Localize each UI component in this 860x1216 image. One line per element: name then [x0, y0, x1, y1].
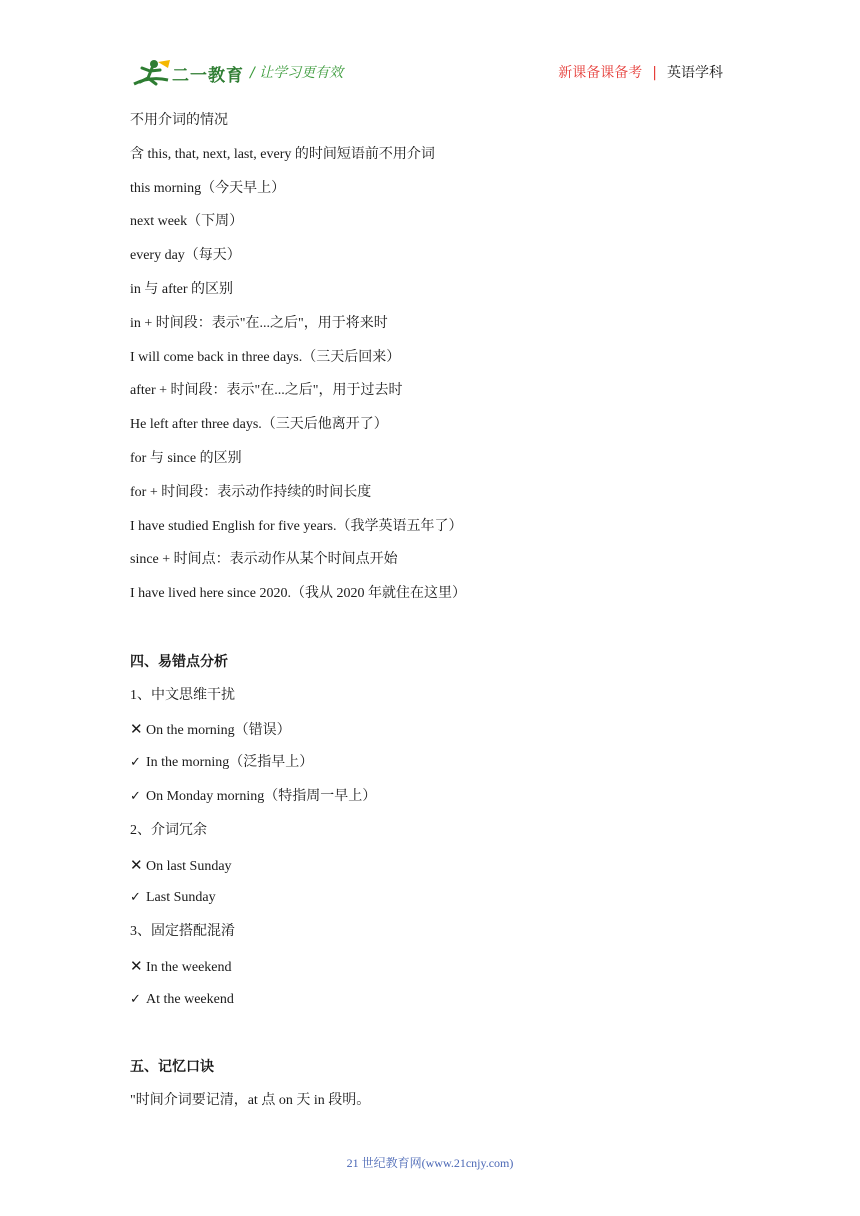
header-slogan: / 让学习更有效 [250, 65, 344, 81]
cross-icon: ✕ [130, 720, 143, 739]
text-line: I have lived here since 2020.（我从 2020 年就住在这里） [130, 586, 466, 602]
text-line: in + 时间段：表示"在...之后"，用于将来时 [130, 315, 388, 331]
blank-line [130, 616, 730, 650]
text-line: in 与 after 的区别 [130, 281, 234, 297]
wrong-example [130, 717, 730, 751]
blank-line [130, 1022, 730, 1056]
example-text: On the morning（错误） [146, 723, 291, 739]
cross-icon: ✕ [130, 855, 143, 874]
text-line: every day（每天） [130, 248, 241, 264]
correct-example [130, 751, 730, 785]
check-icon: ✓ [130, 755, 141, 771]
header-separator: | [652, 65, 657, 81]
correct-example [130, 785, 730, 819]
correct-example [130, 988, 730, 1022]
check-icon: ✓ [130, 788, 141, 804]
correct-example [130, 886, 730, 920]
text-line: I have studied English for five years.（我学英语五年了） [130, 518, 463, 534]
example-text: Last Sunday [146, 890, 216, 906]
text-line: He left after three days.（三天后他离开了） [130, 417, 388, 433]
example-text: On Monday morning（特指周一早上） [146, 788, 377, 804]
text-line: 含 this, that, next, last, every 的时间短语前不用介词 [130, 146, 435, 162]
document-body [130, 109, 730, 1123]
subheading-line: 2、介词冗余 [130, 822, 207, 838]
example-text: At the weekend [146, 991, 234, 1007]
subheading-line: 3、固定搭配混淆 [130, 924, 235, 940]
text-line: next week（下周） [130, 214, 244, 230]
header-course-label: 新课备课备考 [558, 65, 643, 81]
text-line: 不用介词的情况 [130, 113, 228, 128]
cross-icon: ✕ [130, 956, 143, 975]
example-text: In the morning（泛指早上） [146, 755, 314, 771]
text-line: for 与 since 的区别 [130, 450, 242, 466]
wrong-example [130, 954, 730, 988]
section-heading-mistakes: 四、易错点分析 [130, 653, 228, 670]
header-subject-label: 英语学科 [667, 65, 723, 81]
check-icon: ✓ [130, 991, 141, 1007]
section-heading-mnemonic: 五、记忆口诀 [130, 1059, 214, 1076]
text-line: after + 时间段：表示"在...之后"，用于过去时 [130, 383, 403, 399]
example-text: On last Sunday [146, 858, 232, 874]
header-right [558, 62, 723, 82]
text-line: I will come back in three days.（三天后回来） [130, 349, 401, 365]
logo-text: 二一教育 [172, 66, 244, 86]
page-header [0, 0, 860, 96]
check-icon: ✓ [130, 890, 141, 906]
example-text: In the weekend [146, 959, 232, 975]
text-line: for + 时间段：表示动作持续的时间长度 [130, 484, 372, 500]
text-line: this morning（今天早上） [130, 180, 286, 196]
page-footer: 21 世纪教育网(www.21cnjy.com) [346, 1156, 514, 1170]
mnemonic-text: "时间介词要记清，at 点 on 天 in 段明。 [130, 1093, 371, 1109]
subheading-line: 1、中文思维干扰 [130, 687, 235, 703]
text-line: since + 时间点：表示动作从某个时间点开始 [130, 552, 398, 568]
wrong-example [130, 853, 730, 887]
